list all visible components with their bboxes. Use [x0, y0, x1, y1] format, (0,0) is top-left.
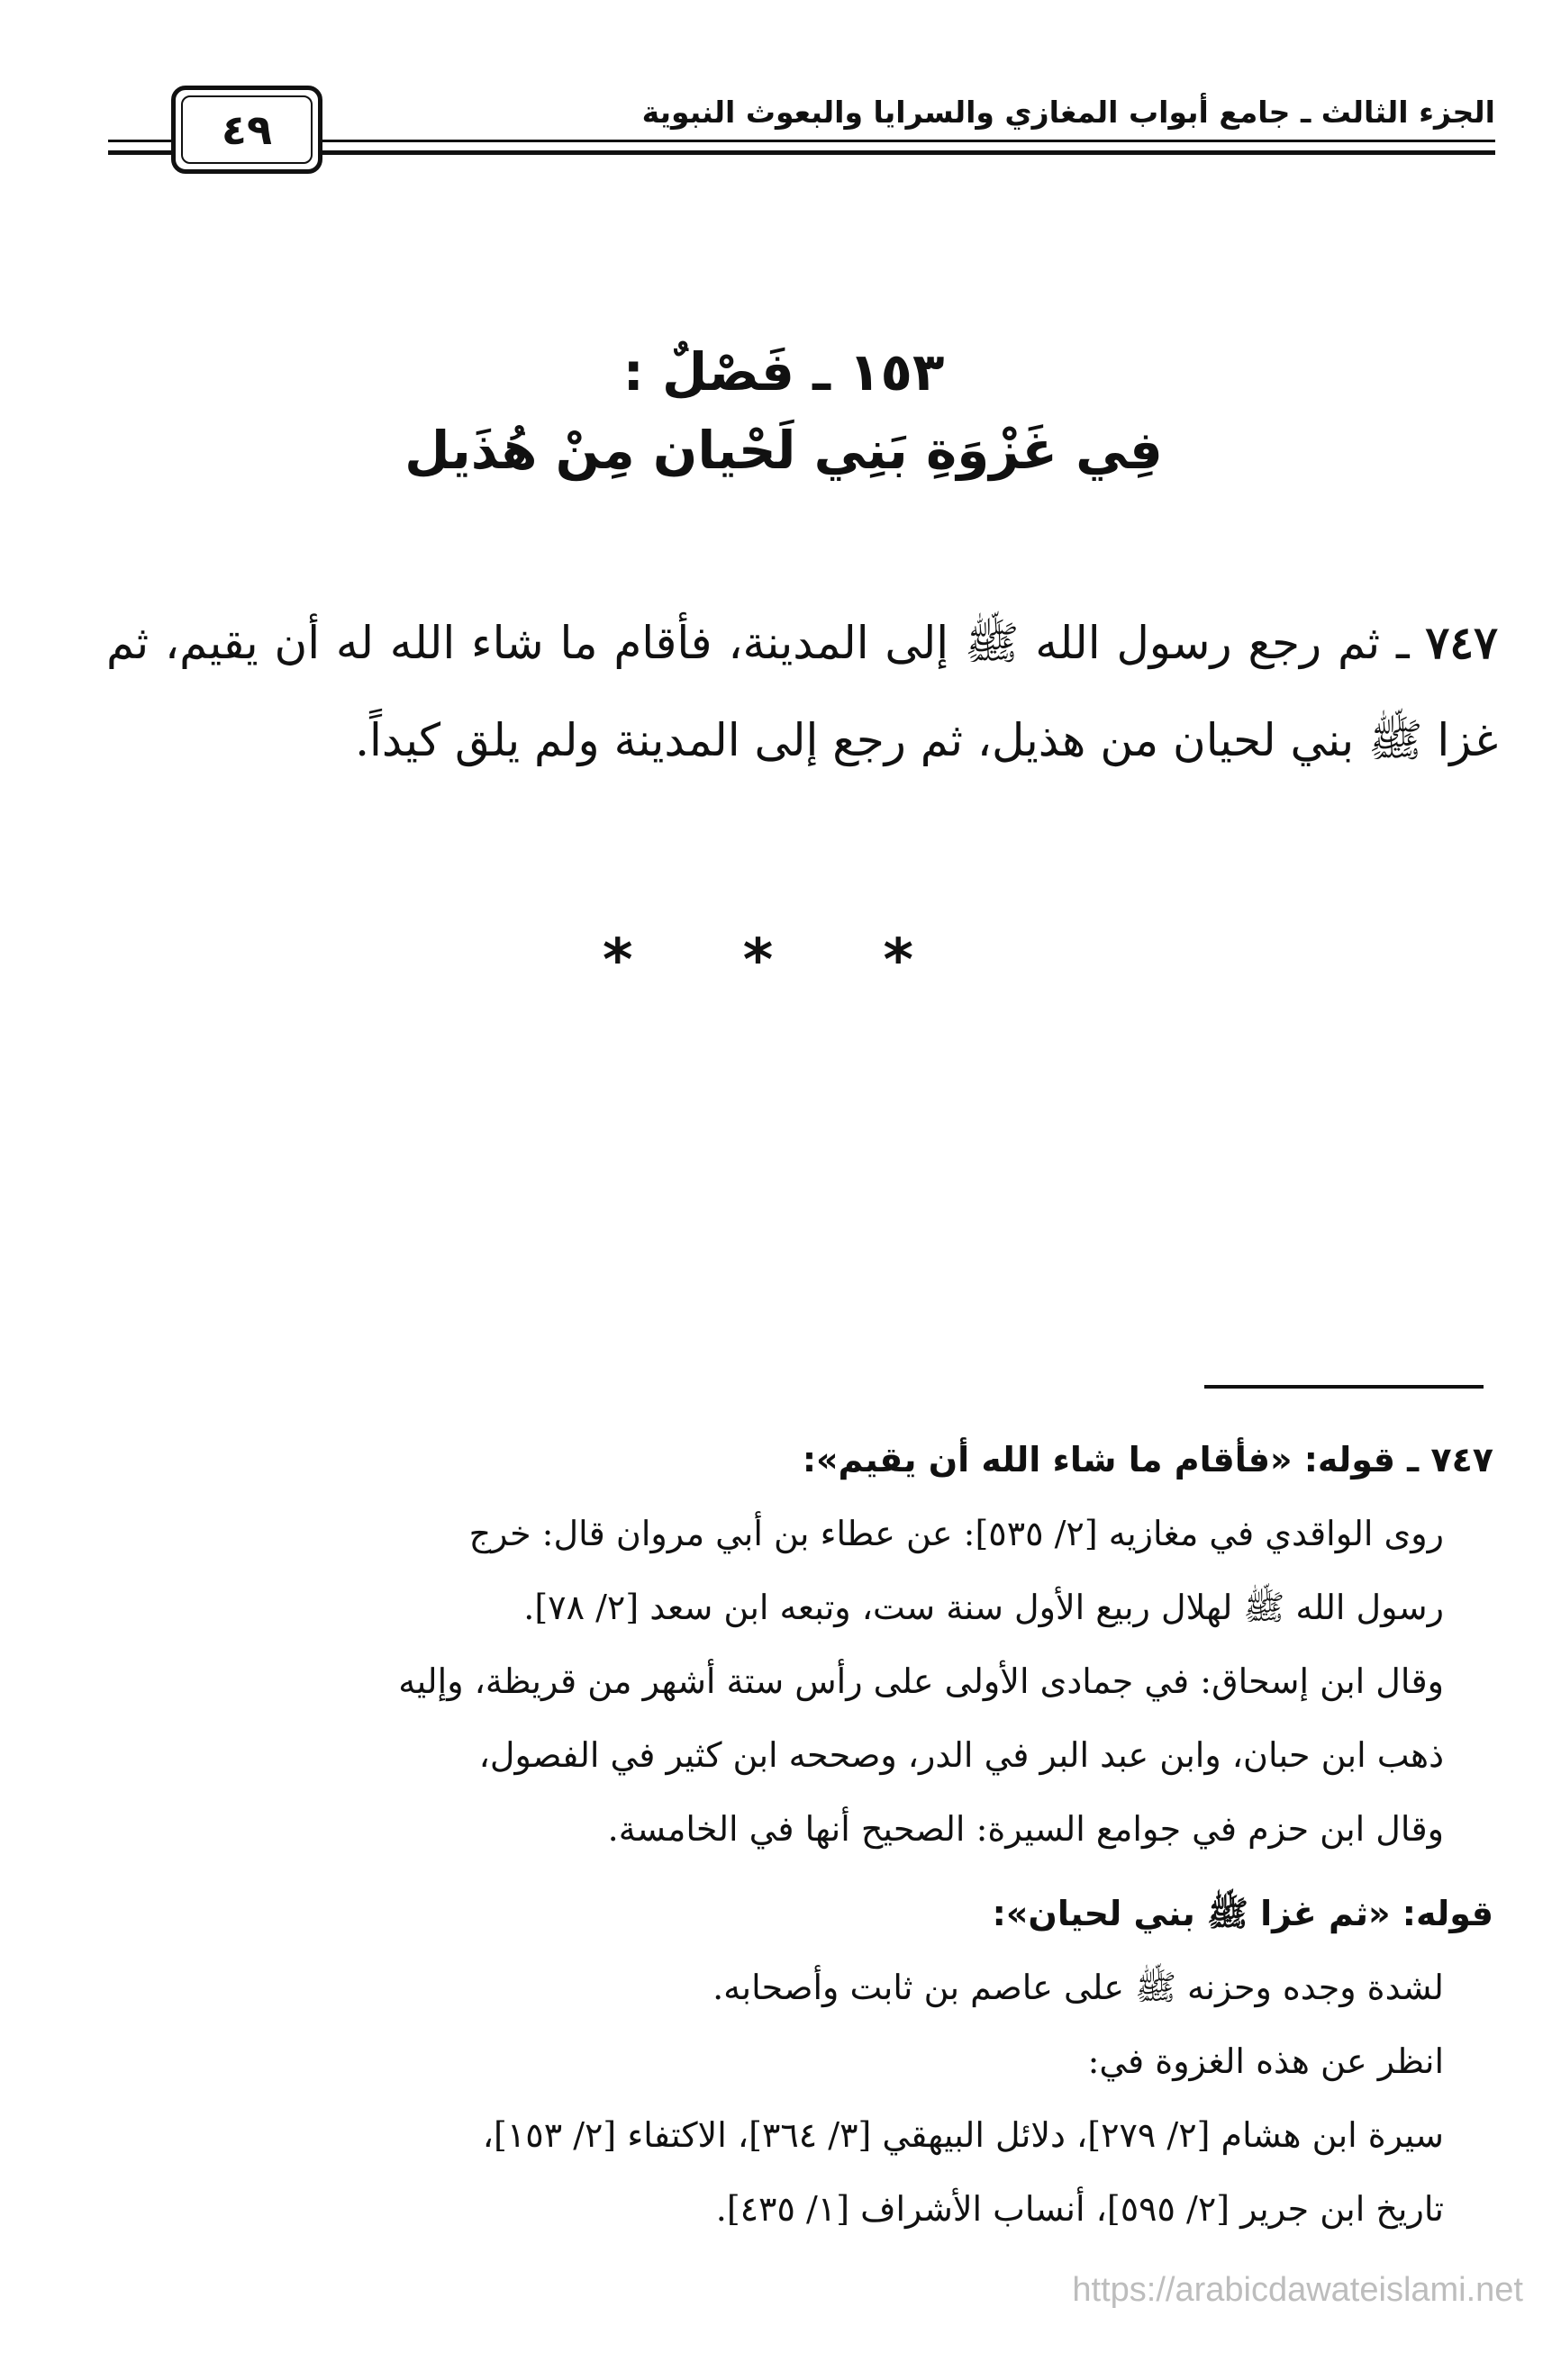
footnote-line: وقال ابن إسحاق: في جمادى الأولى على رأس ستة أشهر من قريظة، وإليه	[398, 1661, 1444, 1701]
footnote-heading: ٧٤٧ ـ قوله: «فأقام ما شاء الله أن يقيم»:	[802, 1440, 1493, 1480]
chapter-number-line: ١٥٣ ـ فَصْلٌ :	[622, 341, 945, 403]
footnote-line: رسول الله ﷺ لهلال ربيع الأول سنة ست، وتبعه ابن سعد [٢/ ٧٨].	[523, 1588, 1444, 1627]
footnote-line: سيرة ابن هشام [٢/ ٢٧٩]، دلائل البيهقي [٣/ ٣٦٤]، الاكتفاء [٢/ ١٥٣]،	[482, 2115, 1444, 2155]
main-paragraph	[106, 594, 1498, 789]
footnote-heading: قوله: «ثم غزا ﷺ بني لحيان»:	[992, 1894, 1493, 1933]
paragraph-number: ٧٤٧	[1425, 616, 1498, 669]
watermark-url: https://arabicdawateislami.net	[1072, 2271, 1523, 2309]
footnotes	[106, 1423, 1493, 2246]
chapter-title: فِي غَزْوَةِ بَنِي لَحْيان مِنْ هُذَيل	[404, 420, 1163, 481]
footnote-line: ذهب ابن حبان، وابن عبد البر في الدر، وصححه ابن كثير في الفصول،	[478, 1735, 1444, 1775]
footnote-rule	[1204, 1385, 1484, 1389]
section-separator: * * *	[603, 928, 958, 994]
footnote-line: وقال ابن حزم في جوامع السيرة: الصحيح أنها في الخامسة.	[607, 1809, 1444, 1849]
page-header	[108, 86, 1495, 194]
footnote-line: روى الواقدي في مغازيه [٢/ ٥٣٥]: عن عطاء بن أبي مروان قال: خرج	[468, 1514, 1444, 1553]
paragraph-text: ـ ثم رجع رسول الله ﷺ إلى المدينة، فأقام ما شاء الله له أن يقيم، ثم غزا ﷺ بني لحيان من هذيل، ثم رجع إلى المدينة ولم يلق كيداً.	[106, 617, 1498, 766]
page-number: ٤٩	[181, 95, 313, 164]
footnote-line: انظر عن هذه الغزوة في:	[1087, 2041, 1444, 2081]
footnote-block	[106, 1877, 1493, 2246]
footnote-line: تاريخ ابن جرير [٢/ ٥٩٥]، أنساب الأشراف [١/ ٤٣٥].	[715, 2189, 1444, 2229]
running-title: الجزء الثالث ـ جامع أبواب المغازي والسرايا والبعوث النبوية	[641, 95, 1495, 130]
footnote-block	[106, 1423, 1493, 1866]
chapter-heading	[108, 333, 1459, 490]
page-number-frame	[171, 86, 322, 174]
footnote-line: لشدة وجده وحزنه ﷺ على عاصم بن ثابت وأصحابه.	[712, 1968, 1444, 2007]
